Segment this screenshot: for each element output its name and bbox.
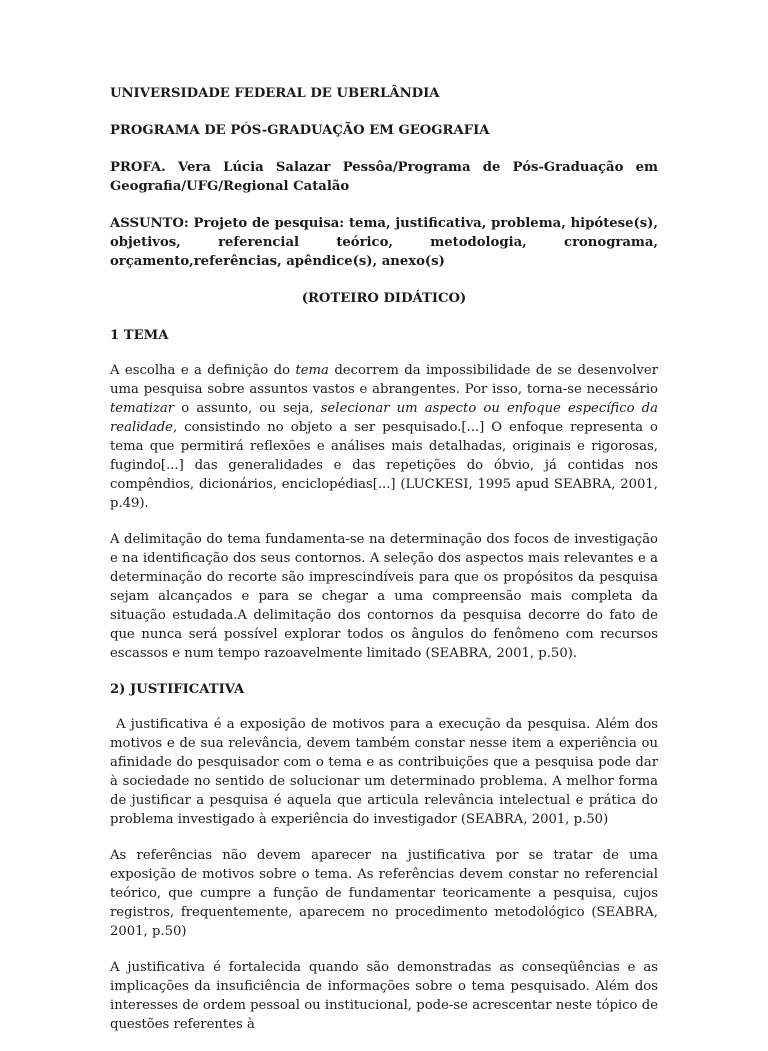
professor-heading: PROFA. Vera Lúcia Salazar Pessôa/Programa de Pós-Graduação em Geografia/UFG/Regional Catalão <box>110 160 658 194</box>
tema-p1-emphasis-selecionar: selecionar um aspecto ou enfoque específico da realidade <box>110 401 658 435</box>
justificativa-paragraph-2: As referências não devem aparecer na justificativa por se tratar de uma exposição de motivos sobre o tema. As referências devem constar no referencial teórico, que cumpre a função de fundamentar teoricamente a pesquisa, cujos registros, frequentemente, aparecem no procedimento metodológico (SEABRA, 2001, p.50) <box>110 848 658 939</box>
section-title-tema: 1 TEMA <box>110 328 169 343</box>
justificativa-paragraph-1: A justificativa é a exposição de motivos para a execução da pesquisa. Além dos motivos e de sua relevância, devem também constar nesse item a experiência ou afinidade do pesquisador com o tema e as contribuições que a pesquisa pode dar à sociedade no sentido de solucionar um determinado problema. A melhor forma de justificar a pesquisa é aquela que articula relevância intelectual e prática do problema investigado à experiência do investigador (SEABRA, 2001, p.50) <box>110 717 658 827</box>
tema-paragraph-2: A delimitação do tema fundamenta-se na determinação dos focos de investigação e na identificação dos seus contornos. A seleção dos aspectos mais relevantes e a determinação do recorte são imprescindíveis para que os propósitos da pesquisa sejam alcançados e para se chegar a uma compreensão mais completa da situação estudada.A delimitação dos contornos da pesquisa decorre do fato de que nunca será possível explorar todos os ângulos do fenômeno com recursos escassos e num tempo razoavelmente limitado (SEABRA, 2001, p.50). <box>110 532 658 661</box>
document-body <box>110 84 658 1051</box>
tema-p1-text-e: o assunto, ou seja, <box>174 401 321 416</box>
justificativa-paragraph-3: A justificativa é fortalecida quando são demonstradas as conseqüências e as implicações da insuficiência de informações sobre o tema pesquisado. Além dos interesses de ordem pessoal ou institucional, pode-se acrescentar neste tópico de questões referentes à <box>110 960 658 1032</box>
section-title-justificativa: 2) JUSTIFICATIVA <box>110 682 245 697</box>
program-heading: PROGRAMA DE PÓS-GRADUAÇÃO EM GEOGRAFIA <box>110 123 490 138</box>
tema-p1-emphasis-tematizar: tematizar <box>110 401 175 416</box>
tema-paragraph-1 <box>110 361 658 513</box>
guide-title: (ROTEIRO DIDÁTICO) <box>301 291 467 306</box>
tema-p1-text-a: A escolha e a definição do <box>110 363 296 378</box>
subject-heading: ASSUNTO: Projeto de pesquisa: tema, justificativa, problema, hipótese(s), objetivos, referencial teórico, metodologia, cronograma, orçamento,referências, apêndice(s), anexo(s) <box>110 216 658 269</box>
tema-p1-emphasis-tema: tema <box>295 363 329 378</box>
tema-p1-text-g: , consistindo no objeto a ser pesquisado.[...] O enfoque representa o tema que permitirá reflexões e análises mais detalhadas, originais e rigorosas, fugindo[...] das generalidades e das repetições do óbvio, já contidas nos compêndios, dicionários, enciclopédias[...] (LUCKESI, 1995 apud SEABRA, 2001, p.49). <box>110 420 658 511</box>
university-heading: UNIVERSIDADE FEDERAL DE UBERLÂNDIA <box>110 86 440 101</box>
tema-p1-text-c: decorrem da impossibilidade de se desenvolver uma pesquisa sobre assuntos vastos e abrangentes. Por isso, torna-se necessário <box>110 363 658 397</box>
